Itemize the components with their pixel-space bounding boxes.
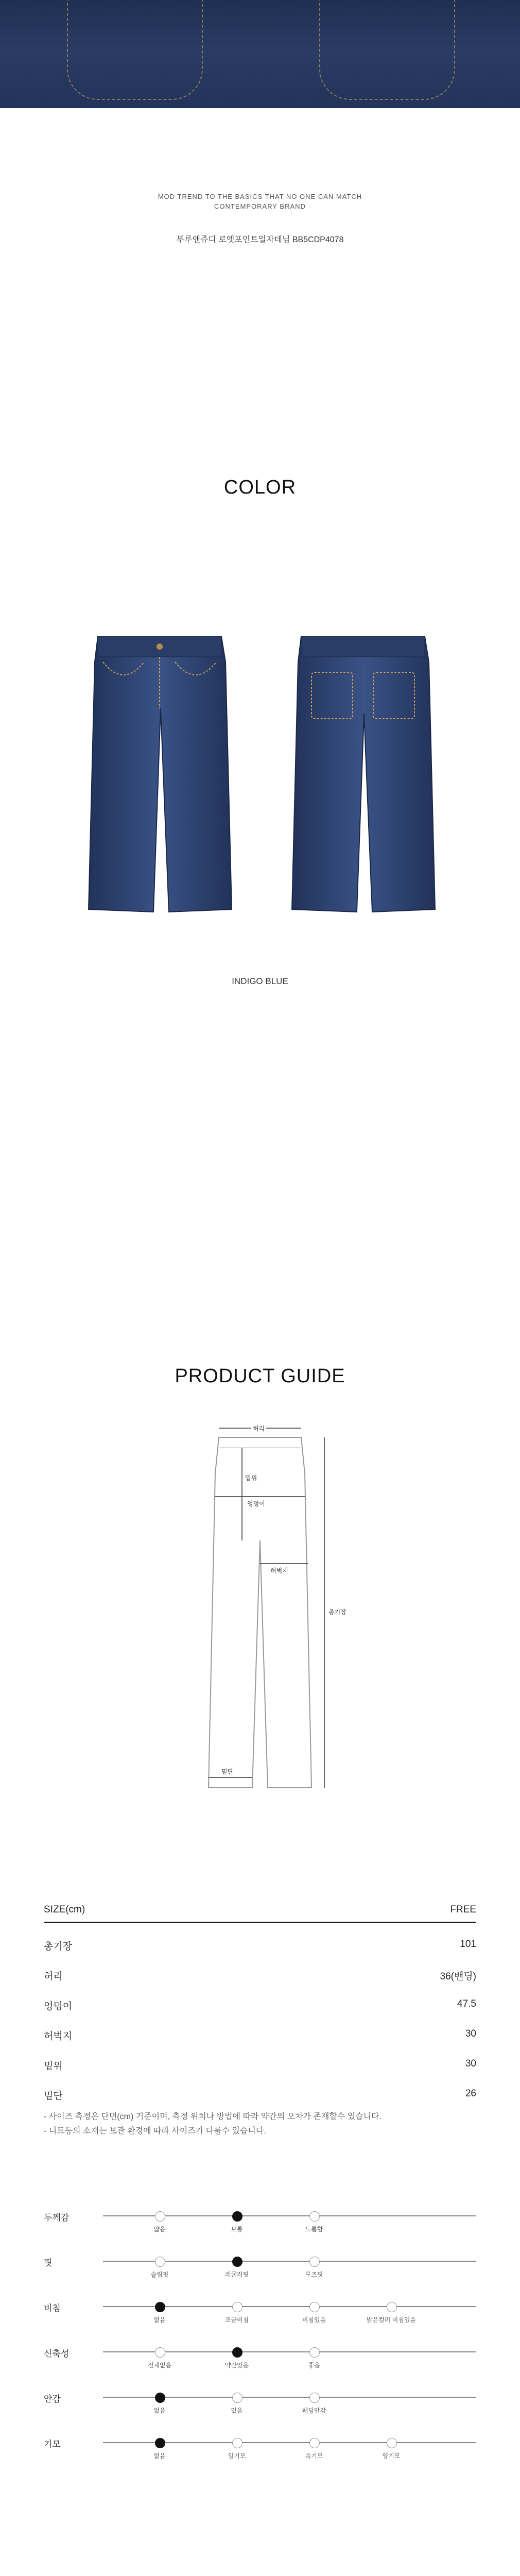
size-table-row bbox=[44, 2079, 476, 2108]
fit-scale-option-dot bbox=[387, 2438, 397, 2448]
diagram-label-rise: 밑위 bbox=[245, 1475, 257, 1482]
fit-scale-option-label: 루즈핏 bbox=[305, 2271, 323, 2278]
fit-scale-label: 기모 bbox=[44, 2439, 61, 2449]
jeans-back-image bbox=[281, 631, 445, 920]
fit-scale-option-label: 밝은컬러 비침있음 bbox=[366, 2316, 417, 2324]
size-row-label: 총기장 bbox=[44, 1941, 73, 1952]
color-section-title: COLOR bbox=[223, 477, 297, 498]
fit-scale-option-label: 비침있음 bbox=[302, 2316, 326, 2324]
fit-scale-option-dot bbox=[309, 2393, 320, 2403]
color-name-label: INDIGO BLUE bbox=[232, 976, 288, 986]
tagline-line-2: CONTEMPORARY BRAND bbox=[214, 202, 306, 210]
fit-scale-option-dot bbox=[232, 2257, 242, 2267]
fit-scale-option-label: 일기모 bbox=[228, 2452, 246, 2460]
diagram-label-hip: 엉덩이 bbox=[247, 1500, 265, 1507]
size-table-row bbox=[44, 1959, 476, 1988]
product-name: 부루앤쥬디 로엣포인트일자데님 BB5CDP4078 bbox=[176, 235, 344, 244]
size-row-value: 36(밴딩) bbox=[440, 1971, 476, 1982]
size-row-value: 26 bbox=[465, 2088, 476, 2099]
fit-scale-option-label: 얇음 bbox=[153, 2226, 166, 2233]
fit-scale-option-dot bbox=[155, 2257, 165, 2267]
diagram-label-waist: 허리 bbox=[251, 1424, 266, 1433]
fit-scale-label: 비침 bbox=[44, 2303, 61, 2313]
fit-scale-label: 안감 bbox=[44, 2394, 61, 2404]
size-row-value: 47.5 bbox=[457, 1998, 476, 2009]
size-notes bbox=[44, 2110, 382, 2139]
size-table-row bbox=[44, 2019, 476, 2048]
fit-scale-option-dot bbox=[309, 2302, 320, 2312]
pants-measurement-diagram bbox=[170, 1417, 350, 1808]
fit-scale-option-dot bbox=[155, 2347, 165, 2358]
product-guide-title: PRODUCT GUIDE bbox=[175, 1365, 345, 1387]
fit-scale-option-dot bbox=[387, 2302, 397, 2312]
jeans-front-image bbox=[77, 631, 242, 920]
size-row-value: 101 bbox=[460, 1939, 476, 1950]
tagline-line-1: MOD TREND TO THE BASICS THAT NO ONE CAN MATCH bbox=[158, 193, 362, 200]
fit-scale-option-label: 없음 bbox=[153, 2316, 166, 2324]
hero-denim-photo bbox=[0, 0, 520, 108]
fit-scale-option-dot bbox=[155, 2211, 165, 2222]
fit-scale-option-label: 슬림핏 bbox=[150, 2271, 169, 2278]
fit-scale-option-label: 있음 bbox=[231, 2407, 243, 2414]
size-row-label: 엉덩이 bbox=[44, 2001, 73, 2012]
fit-scale-option-label: 없음 bbox=[153, 2452, 166, 2460]
fit-scale-option-label: 약간있음 bbox=[224, 2362, 249, 2369]
fit-scale-option-dot bbox=[309, 2211, 320, 2222]
diagram-label-thigh: 허벅지 bbox=[270, 1567, 288, 1574]
size-row-label: 허리 bbox=[44, 1971, 63, 1982]
size-row-value: 30 bbox=[465, 2028, 476, 2039]
fit-scale-option-label: 양기모 bbox=[382, 2452, 401, 2460]
fit-scale-option-dot bbox=[155, 2302, 165, 2312]
fit-scale-label: 두께감 bbox=[44, 2213, 70, 2223]
fit-scale-option-dot bbox=[232, 2347, 242, 2358]
size-row-label: 허벅지 bbox=[44, 2031, 73, 2042]
size-note: - 니트등의 소재는 보관 환경에 따라 사이즈가 다룰수 있습니다. bbox=[44, 2127, 266, 2136]
fit-scale-option-dot bbox=[232, 2302, 242, 2312]
fit-scale-option-label: 패딩안감 bbox=[302, 2407, 326, 2414]
fit-scale-option-label: 조금비침 bbox=[224, 2316, 249, 2324]
fit-scale-option-label: 속기모 bbox=[305, 2452, 323, 2460]
fit-scale-option-label: 전체없음 bbox=[147, 2362, 172, 2369]
fit-scale-label: 신축성 bbox=[44, 2349, 70, 2359]
size-row-label: 밑위 bbox=[44, 2061, 63, 2072]
size-row-label: 밑단 bbox=[44, 2091, 63, 2102]
size-header-label: SIZE(cm) bbox=[44, 1904, 85, 1915]
size-table-header bbox=[44, 1901, 476, 1923]
fit-scale-option-label: 도톰함 bbox=[305, 2226, 323, 2233]
fit-scale-option-label: 보통 bbox=[231, 2226, 243, 2233]
fit-scale-label: 핏 bbox=[44, 2258, 53, 2268]
diagram-label-hem: 밑단 bbox=[221, 1768, 234, 1775]
size-table-row bbox=[44, 2049, 476, 2078]
brand-tagline bbox=[0, 192, 520, 211]
fit-scale-option-label: 없음 bbox=[153, 2407, 166, 2414]
fit-scale-option-label: 좋음 bbox=[308, 2362, 320, 2369]
fit-scale-option-dot bbox=[232, 2393, 242, 2403]
size-table-row bbox=[44, 1929, 476, 1958]
fit-scale-option-dot bbox=[155, 2438, 165, 2448]
size-note: - 사이즈 측정은 단면(cm) 기준이며, 측정 위치나 방법에 따라 약간의 오차가 존재할수 있습니다. bbox=[44, 2112, 382, 2121]
size-row-value: 30 bbox=[465, 2058, 476, 2069]
fit-scale-option-dot bbox=[232, 2211, 242, 2222]
fit-scale-option-dot bbox=[155, 2393, 165, 2403]
fit-scale-option-label: 레귤러핏 bbox=[224, 2271, 249, 2278]
fit-scale-option-dot bbox=[309, 2347, 320, 2358]
size-table-row bbox=[44, 1989, 476, 2018]
diagram-label-total-length: 총기장 bbox=[328, 1608, 346, 1616]
fit-scale-option-dot bbox=[309, 2257, 320, 2267]
fit-scale-option-dot bbox=[309, 2438, 320, 2448]
size-header-value: FREE bbox=[450, 1904, 476, 1915]
fit-scale-option-dot bbox=[232, 2438, 242, 2448]
